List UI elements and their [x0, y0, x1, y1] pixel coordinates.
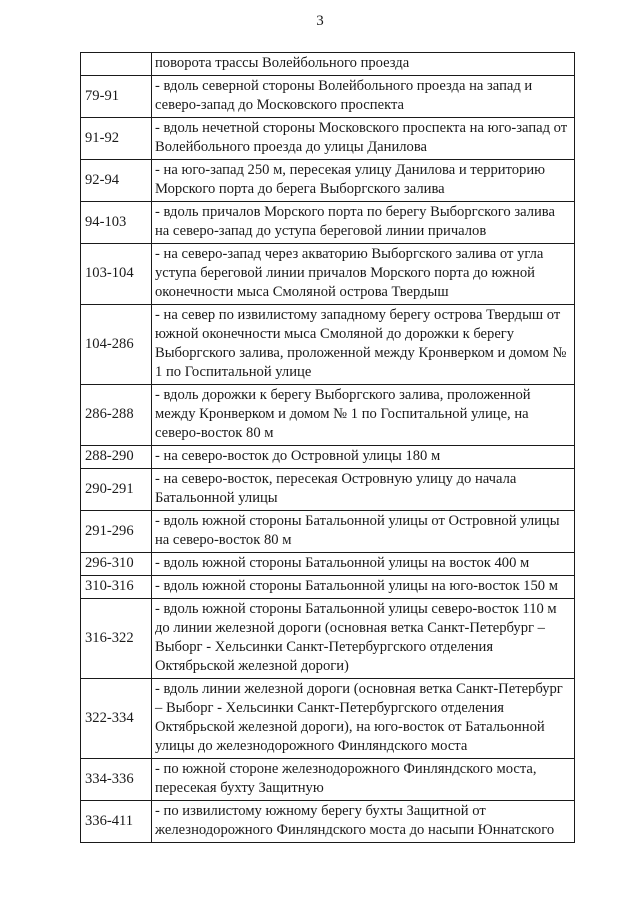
route-description-cell: - вдоль линии железной дороги (основная ветка Санкт-Петербург – Выборг - Хельсинки Санкт-Петербургского отделения Октябрьской железной дороги), на юго-восток от Батальонной улицы до железнодорожного Финляндского моста [152, 679, 575, 759]
table-row [81, 202, 575, 244]
route-description-cell: - вдоль южной стороны Батальонной улицы северо-восток 110 м до линии железной дороги (основная ветка Санкт-Петербург – Выборг - Хельсинки Санкт-Петербургского отделения Октябрьской железной дороги) [152, 599, 575, 679]
route-description-cell: поворота трассы Волейбольного проезда [152, 53, 575, 76]
table-row [81, 469, 575, 511]
point-range-cell: 104-286 [81, 305, 152, 385]
table-row [81, 759, 575, 801]
route-description-cell: - на север по извилистому западному берегу острова Твердыш от южной оконечности мыса Смоляной до дорожки к берегу Выборгского залива, проложенной между Кронверком и домом № 1 по Госпитальной улице [152, 305, 575, 385]
route-description-cell: - вдоль южной стороны Батальонной улицы от Островной улицы на северо-восток 80 м [152, 511, 575, 553]
route-description-cell: - на северо-запад через акваторию Выборгского залива от угла уступа береговой линии причалов Морского порта до южной оконечности мыса Смоляной острова Твердыш [152, 244, 575, 305]
table-row [81, 679, 575, 759]
table-row [81, 385, 575, 446]
point-range-cell: 103-104 [81, 244, 152, 305]
route-description-cell: - на юго-запад 250 м, пересекая улицу Данилова и территорию Морского порта до берега Выборгского залива [152, 160, 575, 202]
table-row [81, 446, 575, 469]
point-range-cell: 322-334 [81, 679, 152, 759]
table-row [81, 801, 575, 843]
route-description-cell: - на северо-восток до Островной улицы 180 м [152, 446, 575, 469]
route-description-cell: - вдоль южной стороны Батальонной улицы на восток 400 м [152, 553, 575, 576]
table-row [81, 511, 575, 553]
table-row [81, 244, 575, 305]
route-description-cell: - на северо-восток, пересекая Островную улицу до начала Батальонной улицы [152, 469, 575, 511]
table-row [81, 576, 575, 599]
route-description-cell: - вдоль дорожки к берегу Выборгского залива, проложенной между Кронверком и домом № 1 по Госпитальной улице, на северо-восток 80 м [152, 385, 575, 446]
point-range-cell: 334-336 [81, 759, 152, 801]
point-range-cell: 336-411 [81, 801, 152, 843]
table-row [81, 553, 575, 576]
point-range-cell: 316-322 [81, 599, 152, 679]
point-range-cell: 92-94 [81, 160, 152, 202]
point-range-cell: 296-310 [81, 553, 152, 576]
point-range-cell [81, 53, 152, 76]
table-row [81, 76, 575, 118]
page-number: 3 [316, 13, 324, 29]
point-range-cell: 291-296 [81, 511, 152, 553]
point-range-cell: 288-290 [81, 446, 152, 469]
route-description-cell: - по извилистому южному берегу бухты Защитной от железнодорожного Финляндского моста до насыпи Юннатского [152, 801, 575, 843]
route-description-cell: - вдоль нечетной стороны Московского проспекта на юго-запад от Волейбольного проезда до улицы Данилова [152, 118, 575, 160]
boundary-description-table [80, 52, 575, 843]
point-range-cell: 79-91 [81, 76, 152, 118]
table-row [81, 160, 575, 202]
point-range-cell: 310-316 [81, 576, 152, 599]
point-range-cell: 290-291 [81, 469, 152, 511]
route-description-cell: - вдоль северной стороны Волейбольного проезда на запад и северо-запад до Московского проспекта [152, 76, 575, 118]
route-description-cell: - по южной стороне железнодорожного Финляндского моста, пересекая бухту Защитную [152, 759, 575, 801]
table-row [81, 118, 575, 160]
table-row [81, 305, 575, 385]
point-range-cell: 94-103 [81, 202, 152, 244]
route-description-cell: - вдоль причалов Морского порта по берегу Выборгского залива на северо-запад до уступа береговой линии причалов [152, 202, 575, 244]
point-range-cell: 91-92 [81, 118, 152, 160]
route-description-cell: - вдоль южной стороны Батальонной улицы на юго-восток 150 м [152, 576, 575, 599]
table-row [81, 53, 575, 76]
point-range-cell: 286-288 [81, 385, 152, 446]
table-row [81, 599, 575, 679]
